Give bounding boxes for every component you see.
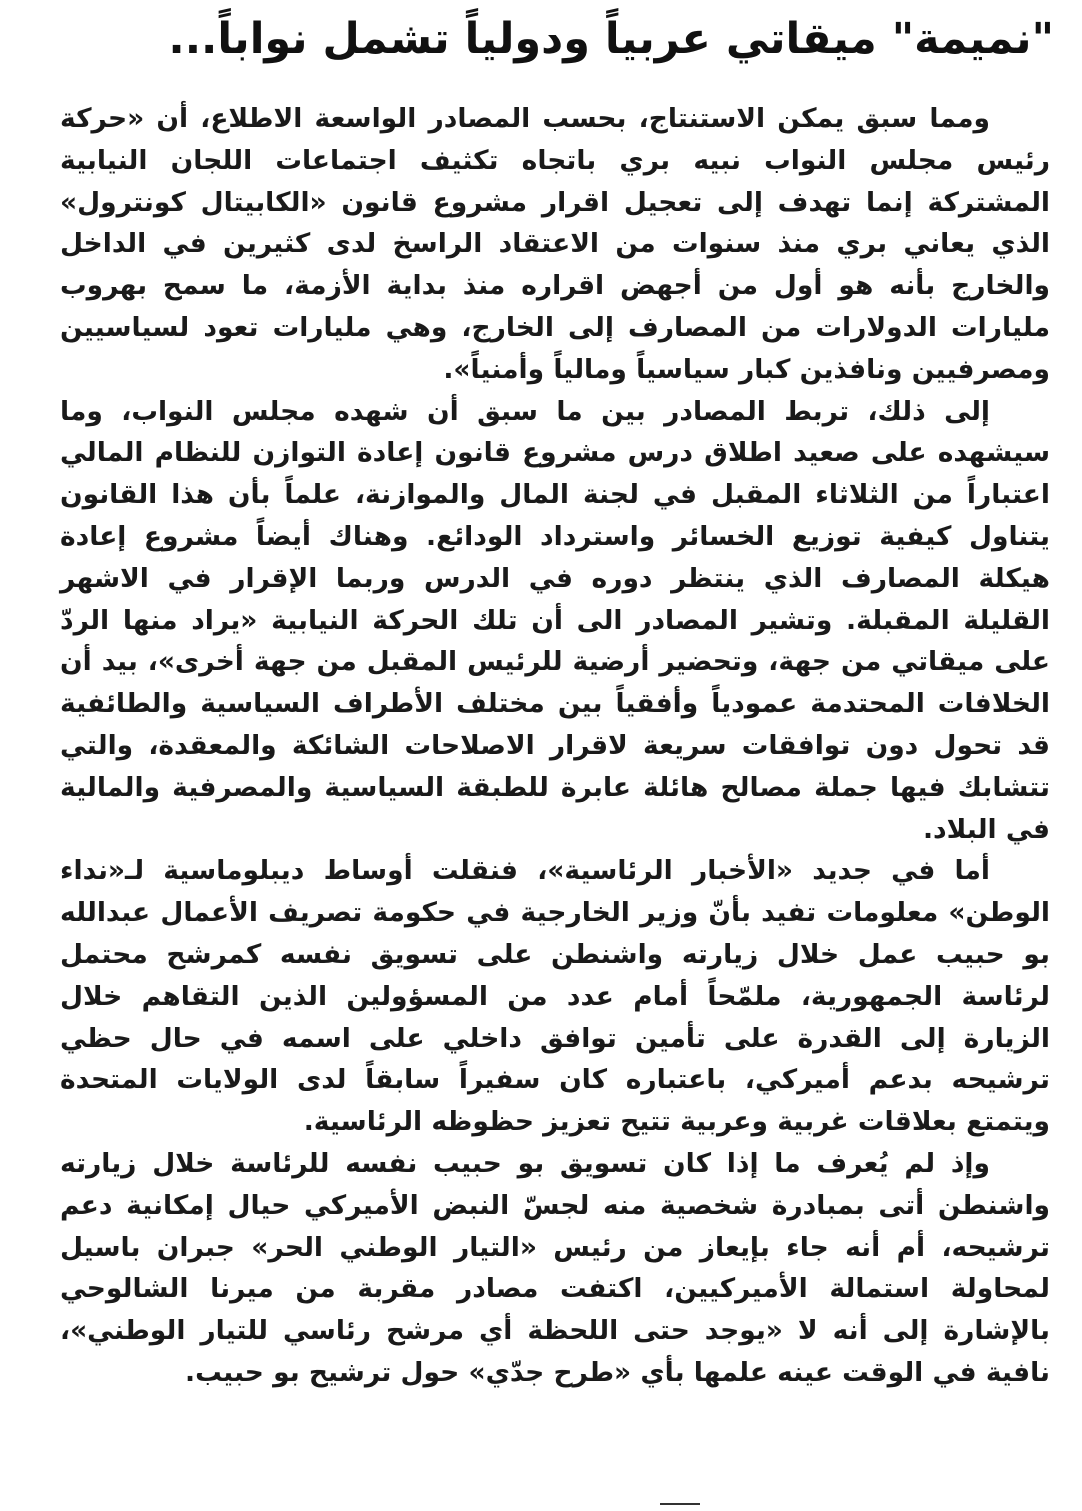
article-paragraph: إلى ذلك، تربط المصادر بين ما سبق أن شهده مجلس النواب، وما سيشهده على صعيد اطلاق درس مشروع قانون إعادة التوازن للنظام المالي اعتباراً من الثلاثاء المقبل في لجنة المال والموازنة، علماً بأن هذا القانون يتناول كيفية توزيع الخسائر واسترداد الودائع. وهناك أيضاً مشروع إعادة هيكلة المصارف الذي ينتظر دوره في الدرس وربما الإقرار في الاشهر القليلة المقبلة. وتشير المصادر الى أن تلك الحركة النيابية «يراد منها الردّ على ميقاتي من جهة، وتحضير أرضية للرئيس المقبل من جهة أخرى»، بيد أن الخلافات المحتدمة عمودياً وأفقياً بين مختلف الأطراف السياسية والطائفية قد تحول دون توافقات سريعة لاقرار الاصلاحات الشائكة والمعقدة، والتي تتشابك فيها جملة مصالح هائلة عابرة للطبقة السياسية والمصرفية والمالية في البلاد. (60, 395, 1050, 845)
article-paragraph: أما في جديد «الأخبار الرئاسية»، فنقلت أوساط ديبلوماسية لـ«نداء الوطن» معلومات تفيد بأنّ وزير الخارجية في حكومة تصريف الأعمال عبدالله بو حبيب عمل خلال زيارته واشنطن على تسويق نفسه كمرشح محتمل لرئاسة الجمهورية، ملمّحاً أمام عدد من المسؤولين الذين التقاهم خلال الزيارة إلى القدرة على تأمين توافق داخلي على اسمه في حال حظي ترشيحه بدعم أميركي، باعتباره كان سفيراً سابقاً لدى الولايات المتحدة ويتمتع بعلاقات غربية وعربية تتيح تعزيز حظوظه الرئاسية. (60, 855, 1050, 1138)
article-paragraph: وإذ لم يُعرف ما إذا كان تسويق بو حبيب نفسه للرئاسة خلال زيارته واشنطن أتى بمبادرة شخصية منه لجسّ النبض الأميركي حيال إمكانية دعم ترشيحه، أم أنه جاء بإيعاز من رئيس «التيار الوطني الحر» جبران باسيل لمحاولة استمالة الأميركيين، اكتفت مصادر مقربة من ميرنا الشالوحي بالإشارة إلى أنه لا «يوجد حتى اللحظة أي مرشح رئاسي للتيار الوطني»، نافية في الوقت عينه علمها بأي «طرح جدّي» حول ترشيح بو حبيب. (60, 1147, 1050, 1388)
article-headline: "نميمة" ميقاتي عربياً ودولياً تشمل نواباً... (168, 14, 1054, 64)
article-paragraph: ومما سبق يمكن الاستنتاج، بحسب المصادر الواسعة الاطلاع، أن «حركة رئيس مجلس النواب نبيه بري باتجاه تكثيف اجتماعات اللجان النيابية المشتركة إنما تهدف إلى تعجيل اقرار مشروع قانون «الكابيتال كونترول» الذي يعاني بري منذ سنوات من الاعتقاد الراسخ لدى كثيرين في الداخل والخارج بأنه هو أول من أجهض اقراره منذ بداية الأزمة، ما سمح بهروب مليارات الدولارات من المصارف إلى الخارج، وهي مليارات تعود لسياسيين ومصرفيين ونافذين كبار سياسياً ومالياً وأمنياً». (60, 103, 1050, 385)
page-cut-mark (660, 1503, 700, 1511)
article-body (60, 98, 1050, 1394)
